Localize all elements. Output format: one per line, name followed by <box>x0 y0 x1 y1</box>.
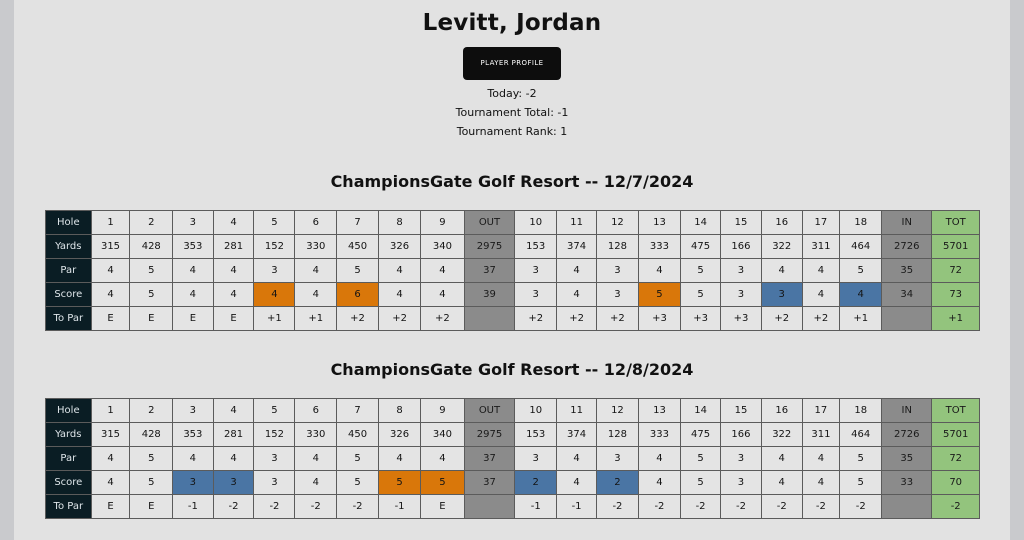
to-par-cell-hole-10: -1 <box>515 495 557 519</box>
to-par-cell-hole-13: +3 <box>638 307 680 331</box>
to-par-cell-hole-7: -2 <box>337 495 379 519</box>
score-cell-hole-6: 4 <box>295 471 337 495</box>
yards-cell-hole-14: 475 <box>681 235 721 259</box>
yards-cell-in: 2726 <box>882 235 932 259</box>
row-label-yards: Yards <box>46 235 92 259</box>
hole-cell-hole-12: 12 <box>597 399 639 423</box>
row-label-par: Par <box>46 447 92 471</box>
to-par-cell-tot: -2 <box>932 495 980 519</box>
to-par-cell-in <box>882 307 932 331</box>
yards-cell-hole-2: 428 <box>130 423 173 447</box>
par-cell-hole-17: 4 <box>802 259 840 283</box>
to-par-cell-hole-3: -1 <box>173 495 213 519</box>
to-par-cell-out <box>464 307 515 331</box>
row-score <box>46 283 980 307</box>
yards-cell-hole-18: 464 <box>840 423 882 447</box>
par-cell-out: 37 <box>464 259 515 283</box>
hole-cell-tot: TOT <box>932 211 980 235</box>
score-cell-hole-10: 2 <box>515 471 557 495</box>
hole-cell-in: IN <box>882 211 932 235</box>
round-2-title: ChampionsGate Golf Resort -- 12/8/2024 <box>330 360 694 379</box>
yards-cell-hole-9: 340 <box>421 423 464 447</box>
to-par-cell-hole-17: +2 <box>802 307 840 331</box>
to-par-cell-hole-14: -2 <box>681 495 721 519</box>
par-cell-hole-18: 5 <box>840 447 882 471</box>
yards-cell-hole-7: 450 <box>337 423 379 447</box>
hole-cell-hole-8: 8 <box>378 399 420 423</box>
row-par <box>46 447 980 471</box>
to-par-cell-hole-6: -2 <box>295 495 337 519</box>
to-par-cell-hole-2: E <box>130 307 173 331</box>
to-par-cell-hole-12: +2 <box>597 307 639 331</box>
hole-cell-hole-14: 14 <box>681 211 721 235</box>
par-cell-hole-12: 3 <box>597 447 639 471</box>
yards-cell-hole-1: 315 <box>91 235 130 259</box>
score-cell-hole-14: 5 <box>681 471 721 495</box>
hole-cell-hole-2: 2 <box>130 211 173 235</box>
yards-cell-hole-8: 326 <box>378 235 420 259</box>
hole-cell-hole-4: 4 <box>213 211 254 235</box>
yards-cell-in: 2726 <box>882 423 932 447</box>
par-cell-hole-9: 4 <box>421 447 464 471</box>
yards-cell-hole-3: 353 <box>173 423 213 447</box>
score-cell-hole-15: 3 <box>721 283 762 307</box>
to-par-cell-hole-9: +2 <box>421 307 464 331</box>
score-cell-hole-5: 4 <box>254 283 295 307</box>
score-cell-hole-7: 6 <box>337 283 379 307</box>
hole-cell-hole-15: 15 <box>721 211 762 235</box>
tournament-total: Tournament Total: -1 <box>455 106 569 119</box>
par-cell-hole-6: 4 <box>295 447 337 471</box>
hole-cell-hole-15: 15 <box>721 399 762 423</box>
yards-cell-hole-9: 340 <box>421 235 464 259</box>
hole-cell-hole-17: 17 <box>802 399 840 423</box>
score-cell-hole-13: 4 <box>638 471 680 495</box>
to-par-cell-hole-8: +2 <box>378 307 420 331</box>
hole-cell-hole-1: 1 <box>91 399 130 423</box>
to-par-cell-hole-13: -2 <box>638 495 680 519</box>
score-cell-hole-4: 3 <box>213 471 254 495</box>
score-cell-hole-1: 4 <box>91 283 130 307</box>
hole-cell-hole-18: 18 <box>840 211 882 235</box>
score-cell-hole-12: 2 <box>597 471 639 495</box>
yards-cell-hole-18: 464 <box>840 235 882 259</box>
par-cell-hole-15: 3 <box>721 259 762 283</box>
par-cell-hole-14: 5 <box>681 447 721 471</box>
yards-cell-hole-16: 322 <box>761 235 802 259</box>
score-cell-hole-17: 4 <box>802 471 840 495</box>
to-par-cell-hole-8: -1 <box>378 495 420 519</box>
yards-cell-out: 2975 <box>464 423 515 447</box>
par-cell-hole-1: 4 <box>91 259 130 283</box>
hole-cell-hole-13: 13 <box>638 211 680 235</box>
par-cell-in: 35 <box>882 447 932 471</box>
hole-cell-hole-17: 17 <box>802 211 840 235</box>
hole-cell-hole-8: 8 <box>378 211 420 235</box>
row-label-par: Par <box>46 259 92 283</box>
yards-cell-tot: 5701 <box>932 235 980 259</box>
score-cell-hole-5: 3 <box>254 471 295 495</box>
par-cell-hole-4: 4 <box>213 447 254 471</box>
to-par-cell-hole-17: -2 <box>802 495 840 519</box>
par-cell-in: 35 <box>882 259 932 283</box>
row-label-score: Score <box>46 283 92 307</box>
to-par-cell-hole-3: E <box>173 307 213 331</box>
par-cell-hole-5: 3 <box>254 447 295 471</box>
par-cell-hole-14: 5 <box>681 259 721 283</box>
score-cell-hole-17: 4 <box>802 283 840 307</box>
to-par-cell-hole-18: +1 <box>840 307 882 331</box>
yards-cell-hole-11: 374 <box>557 235 597 259</box>
player-scorecard-page <box>14 0 1010 540</box>
row-yards <box>46 423 980 447</box>
yards-cell-out: 2975 <box>464 235 515 259</box>
row-label-yards: Yards <box>46 423 92 447</box>
par-cell-hole-13: 4 <box>638 447 680 471</box>
to-par-cell-hole-1: E <box>91 307 130 331</box>
row-label-score: Score <box>46 471 92 495</box>
hole-cell-hole-6: 6 <box>295 211 337 235</box>
to-par-cell-hole-15: -2 <box>721 495 762 519</box>
hole-cell-hole-3: 3 <box>173 211 213 235</box>
score-cell-hole-18: 4 <box>840 283 882 307</box>
par-cell-hole-15: 3 <box>721 447 762 471</box>
par-cell-hole-2: 5 <box>130 447 173 471</box>
yards-cell-hole-11: 374 <box>557 423 597 447</box>
round-2-scorecard <box>45 398 980 519</box>
score-cell-hole-8: 5 <box>378 471 420 495</box>
hole-cell-out: OUT <box>464 211 515 235</box>
par-cell-hole-7: 5 <box>337 259 379 283</box>
yards-cell-hole-2: 428 <box>130 235 173 259</box>
to-par-cell-tot: +1 <box>932 307 980 331</box>
yards-cell-hole-6: 330 <box>295 423 337 447</box>
yards-cell-hole-8: 326 <box>378 423 420 447</box>
hole-cell-hole-16: 16 <box>761 211 802 235</box>
to-par-cell-hole-2: E <box>130 495 173 519</box>
yards-cell-hole-4: 281 <box>213 423 254 447</box>
hole-cell-hole-5: 5 <box>254 211 295 235</box>
score-cell-hole-16: 4 <box>761 471 802 495</box>
hole-cell-out: OUT <box>464 399 515 423</box>
hole-cell-hole-18: 18 <box>840 399 882 423</box>
score-cell-hole-12: 3 <box>597 283 639 307</box>
par-cell-hole-8: 4 <box>378 259 420 283</box>
score-cell-hole-9: 5 <box>421 471 464 495</box>
hole-cell-hole-7: 7 <box>337 399 379 423</box>
yards-cell-hole-16: 322 <box>761 423 802 447</box>
yards-cell-hole-7: 450 <box>337 235 379 259</box>
today-score: Today: -2 <box>487 87 537 100</box>
yards-cell-hole-6: 330 <box>295 235 337 259</box>
score-cell-hole-16: 3 <box>761 283 802 307</box>
par-cell-hole-3: 4 <box>173 447 213 471</box>
to-par-cell-hole-16: -2 <box>761 495 802 519</box>
hole-cell-hole-1: 1 <box>91 211 130 235</box>
score-cell-hole-9: 4 <box>421 283 464 307</box>
round-1-scorecard <box>45 210 980 331</box>
yards-cell-hole-4: 281 <box>213 235 254 259</box>
yards-cell-hole-13: 333 <box>638 235 680 259</box>
to-par-cell-hole-9: E <box>421 495 464 519</box>
to-par-cell-out <box>464 495 515 519</box>
row-hole <box>46 211 980 235</box>
score-cell-hole-3: 3 <box>173 471 213 495</box>
par-cell-hole-13: 4 <box>638 259 680 283</box>
hole-cell-hole-5: 5 <box>254 399 295 423</box>
score-cell-in: 34 <box>882 283 932 307</box>
score-cell-hole-3: 4 <box>173 283 213 307</box>
to-par-cell-in <box>882 495 932 519</box>
par-cell-hole-9: 4 <box>421 259 464 283</box>
par-cell-tot: 72 <box>932 259 980 283</box>
yards-cell-hole-13: 333 <box>638 423 680 447</box>
row-to-par <box>46 307 980 331</box>
player-name: Levitt, Jordan <box>422 10 602 36</box>
score-cell-tot: 73 <box>932 283 980 307</box>
yards-cell-hole-15: 166 <box>721 423 762 447</box>
score-cell-hole-2: 5 <box>130 471 173 495</box>
score-cell-hole-10: 3 <box>515 283 557 307</box>
hole-cell-in: IN <box>882 399 932 423</box>
round-1-title: ChampionsGate Golf Resort -- 12/7/2024 <box>330 172 694 191</box>
score-cell-hole-14: 5 <box>681 283 721 307</box>
par-cell-hole-1: 4 <box>91 447 130 471</box>
score-cell-hole-6: 4 <box>295 283 337 307</box>
row-label-to-par: To Par <box>46 307 92 331</box>
yards-cell-hole-10: 153 <box>515 235 557 259</box>
score-cell-hole-18: 5 <box>840 471 882 495</box>
par-cell-hole-16: 4 <box>761 447 802 471</box>
to-par-cell-hole-5: -2 <box>254 495 295 519</box>
to-par-cell-hole-4: -2 <box>213 495 254 519</box>
hole-cell-hole-14: 14 <box>681 399 721 423</box>
row-yards <box>46 235 980 259</box>
score-cell-out: 37 <box>464 471 515 495</box>
to-par-cell-hole-1: E <box>91 495 130 519</box>
yards-cell-hole-12: 128 <box>597 235 639 259</box>
par-cell-hole-16: 4 <box>761 259 802 283</box>
yards-cell-hole-3: 353 <box>173 235 213 259</box>
hole-cell-hole-2: 2 <box>130 399 173 423</box>
to-par-cell-hole-4: E <box>213 307 254 331</box>
row-score <box>46 471 980 495</box>
player-profile-button[interactable]: PLAYER PROFILE <box>463 47 561 80</box>
par-cell-hole-11: 4 <box>557 259 597 283</box>
par-cell-hole-11: 4 <box>557 447 597 471</box>
yards-cell-hole-1: 315 <box>91 423 130 447</box>
score-cell-hole-2: 5 <box>130 283 173 307</box>
score-cell-hole-11: 4 <box>557 283 597 307</box>
hole-cell-tot: TOT <box>932 399 980 423</box>
par-cell-hole-12: 3 <box>597 259 639 283</box>
score-cell-out: 39 <box>464 283 515 307</box>
yards-cell-hole-14: 475 <box>681 423 721 447</box>
yards-cell-hole-17: 311 <box>802 235 840 259</box>
to-par-cell-hole-16: +2 <box>761 307 802 331</box>
hole-cell-hole-7: 7 <box>337 211 379 235</box>
par-cell-hole-18: 5 <box>840 259 882 283</box>
row-par <box>46 259 980 283</box>
to-par-cell-hole-12: -2 <box>597 495 639 519</box>
hole-cell-hole-3: 3 <box>173 399 213 423</box>
hole-cell-hole-11: 11 <box>557 211 597 235</box>
par-cell-hole-17: 4 <box>802 447 840 471</box>
hole-cell-hole-9: 9 <box>421 399 464 423</box>
to-par-cell-hole-5: +1 <box>254 307 295 331</box>
hole-cell-hole-16: 16 <box>761 399 802 423</box>
score-cell-hole-8: 4 <box>378 283 420 307</box>
hole-cell-hole-12: 12 <box>597 211 639 235</box>
to-par-cell-hole-11: -1 <box>557 495 597 519</box>
hole-cell-hole-6: 6 <box>295 399 337 423</box>
row-to-par <box>46 495 980 519</box>
score-cell-hole-15: 3 <box>721 471 762 495</box>
par-cell-hole-2: 5 <box>130 259 173 283</box>
par-cell-hole-6: 4 <box>295 259 337 283</box>
hole-cell-hole-4: 4 <box>213 399 254 423</box>
par-cell-hole-5: 3 <box>254 259 295 283</box>
to-par-cell-hole-14: +3 <box>681 307 721 331</box>
par-cell-out: 37 <box>464 447 515 471</box>
yards-cell-hole-17: 311 <box>802 423 840 447</box>
row-label-to-par: To Par <box>46 495 92 519</box>
to-par-cell-hole-7: +2 <box>337 307 379 331</box>
to-par-cell-hole-15: +3 <box>721 307 762 331</box>
row-label-hole: Hole <box>46 399 92 423</box>
par-cell-hole-10: 3 <box>515 447 557 471</box>
score-cell-in: 33 <box>882 471 932 495</box>
to-par-cell-hole-6: +1 <box>295 307 337 331</box>
score-cell-hole-4: 4 <box>213 283 254 307</box>
score-cell-hole-7: 5 <box>337 471 379 495</box>
hole-cell-hole-13: 13 <box>638 399 680 423</box>
yards-cell-hole-12: 128 <box>597 423 639 447</box>
hole-cell-hole-11: 11 <box>557 399 597 423</box>
par-cell-hole-4: 4 <box>213 259 254 283</box>
par-cell-hole-7: 5 <box>337 447 379 471</box>
to-par-cell-hole-11: +2 <box>557 307 597 331</box>
hole-cell-hole-9: 9 <box>421 211 464 235</box>
row-hole <box>46 399 980 423</box>
score-cell-hole-13: 5 <box>638 283 680 307</box>
yards-cell-hole-5: 152 <box>254 423 295 447</box>
yards-cell-tot: 5701 <box>932 423 980 447</box>
yards-cell-hole-15: 166 <box>721 235 762 259</box>
par-cell-tot: 72 <box>932 447 980 471</box>
par-cell-hole-10: 3 <box>515 259 557 283</box>
to-par-cell-hole-10: +2 <box>515 307 557 331</box>
par-cell-hole-3: 4 <box>173 259 213 283</box>
tournament-rank: Tournament Rank: 1 <box>456 125 568 138</box>
hole-cell-hole-10: 10 <box>515 211 557 235</box>
yards-cell-hole-5: 152 <box>254 235 295 259</box>
yards-cell-hole-10: 153 <box>515 423 557 447</box>
par-cell-hole-8: 4 <box>378 447 420 471</box>
hole-cell-hole-10: 10 <box>515 399 557 423</box>
score-cell-hole-1: 4 <box>91 471 130 495</box>
score-cell-tot: 70 <box>932 471 980 495</box>
row-label-hole: Hole <box>46 211 92 235</box>
score-cell-hole-11: 4 <box>557 471 597 495</box>
to-par-cell-hole-18: -2 <box>840 495 882 519</box>
